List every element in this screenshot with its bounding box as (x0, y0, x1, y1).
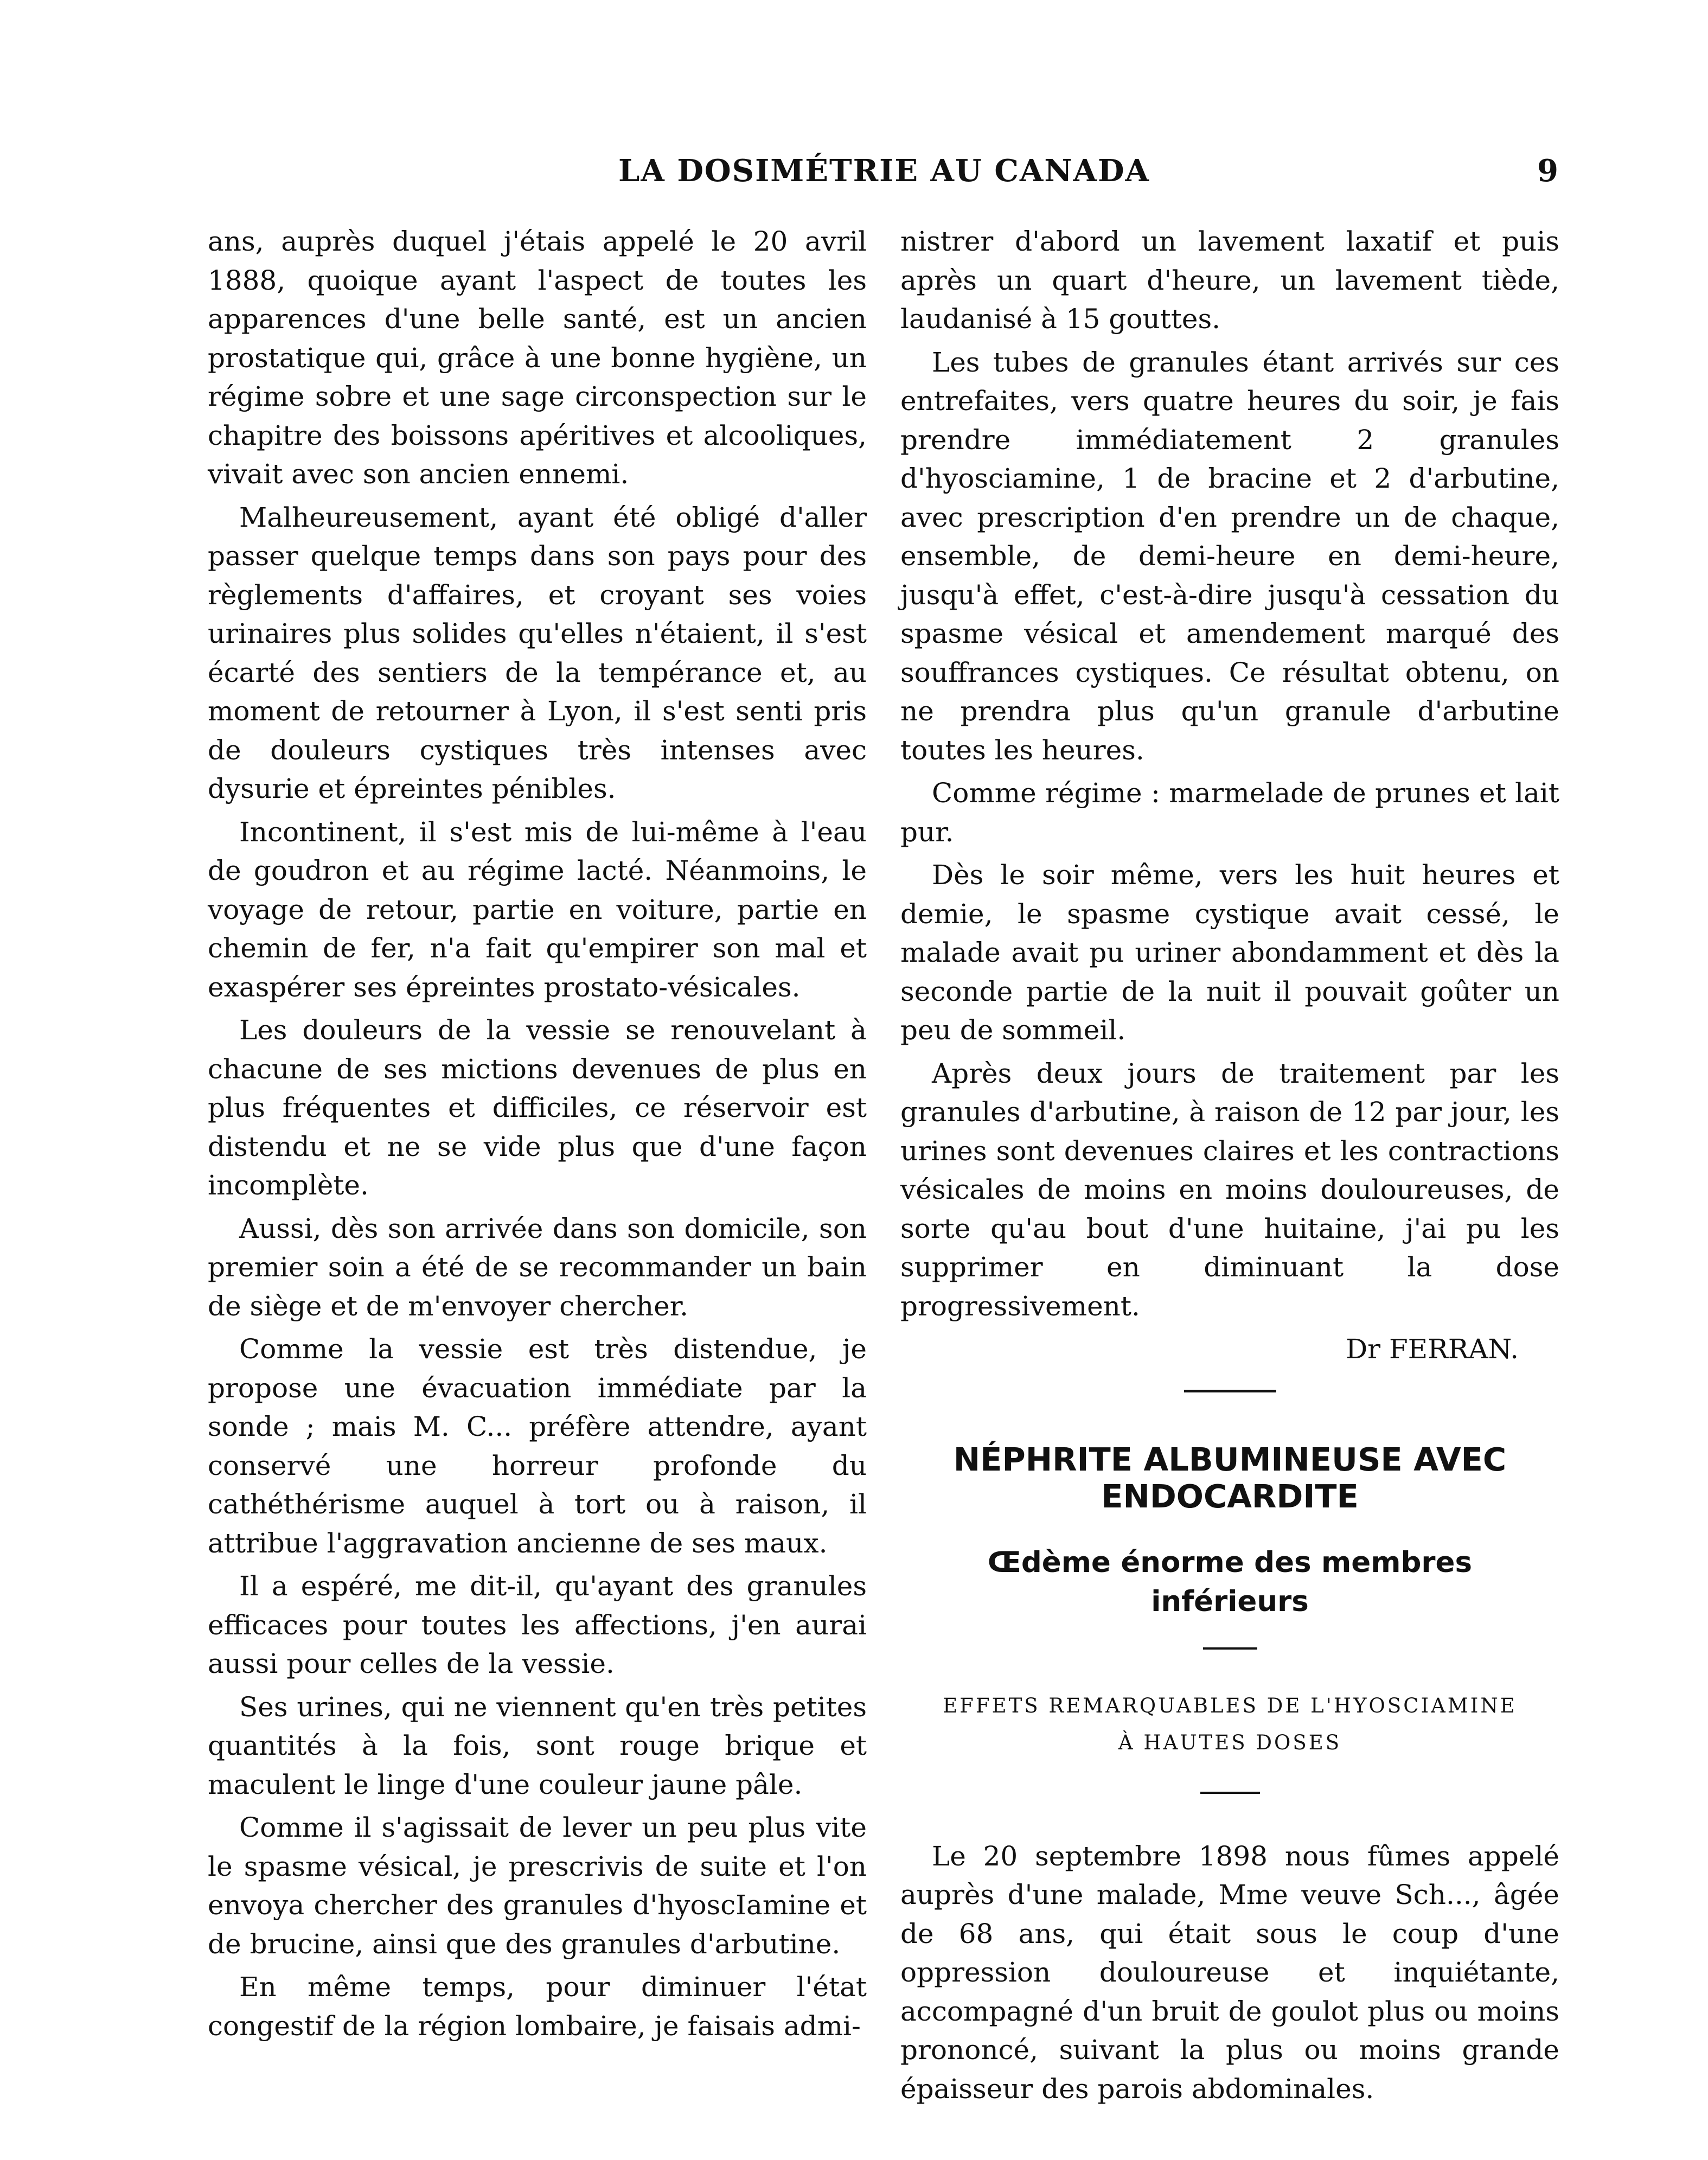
section-heading-line-1: EFFETS REMARQUABLES DE L'HYOSCIAMINE (943, 1694, 1517, 1717)
paragraph: Aussi, dès son arrivée dans son domicile, son premier soin a été de se recommander un bain de siège et de m'envoyer chercher. (208, 1212, 867, 1322)
short-divider (1203, 1647, 1257, 1650)
paragraph: Les douleurs de la vessie se renouvelant à chacune de ses mictions devenues de plus en plus fréquentes et difficiles, ce réservoir est distendu et ne se vide plus que d'une façon incomplète. (208, 1014, 867, 1201)
paragraph: Les tubes de granules étant arrivés sur ces entrefaites, vers quatre heures du soir, je fais prendre immédiatement 2 granules d'hyosciamine, 1 de bracine et 2 d'arbutine, avec prescription d'en prendre un de chaque, ensemble, de demi-heure en demi-heure, jusqu'à effet, c'est-à-dire jusqu'à cessation du spasme vésical et amendement marqué des souffrances cystiques. Ce résultat obtenu, on ne prendra plus qu'un granule d'arbutine toutes les heures. (900, 346, 1559, 766)
section-divider (1184, 1390, 1276, 1392)
running-title: LA DOSIMÉTRIE AU CANADA (618, 153, 1150, 189)
article-title (900, 1441, 1559, 1515)
section-heading-line-2: À HAUTES DOSES (1118, 1730, 1342, 1754)
paragraph: Comme il s'agissait de lever un peu plus vite le spasme vésical, je prescrivis de suite et l'on envoya chercher des granules d'hyoscIamine et de brucine, ainsi que des granules d'arbutine. (208, 1812, 867, 1960)
right-column (900, 222, 1559, 2113)
article-subtitle-line-2: inférieurs (1151, 1584, 1309, 1618)
paragraph: Comme la vessie est très distendue, je propose une évacuation immédiate par la sonde ; mais M. C... préfère attendre, ayant conservé une horreur profonde du cathéthérisme auquel à tort ou à raison, il attribue l'aggravation ancienne de ses maux. (208, 1333, 867, 1559)
short-divider (1200, 1792, 1260, 1794)
page-number: 9 (1537, 153, 1558, 189)
article-title-line-2: ENDOCARDITE (1101, 1477, 1359, 1515)
article-subtitle-line-1: Œdème énorme des membres (987, 1545, 1473, 1579)
paragraph: Comme régime : marmelade de prunes et lait pur. (900, 777, 1559, 848)
paragraph: Le 20 septembre 1898 nous fûmes appelé auprès d'une malade, Mme veuve Sch..., âgée de 68 ans, qui était sous le coup d'une oppression douloureuse et inquiétante, accompagné d'un bruit de goulot plus ou moins prononcé, suivant la plus ou moins grande épaisseur des parois abdominales. (900, 1840, 1559, 2105)
paragraph: Dès le soir même, vers les huit heures et demie, le spasme cystique avait cessé, le malade avait pu uriner abondamment et dès la seconde partie de la nuit il pouvait goûter un peu de sommeil. (900, 859, 1559, 1046)
left-column (208, 222, 867, 2050)
article-subtitle (900, 1543, 1559, 1621)
author-signature: Dr FERRAN. (1346, 1333, 1519, 1365)
paragraph: Incontinent, il s'est mis de lui-même à l'eau de goudron et au régime lacté. Néanmoins, le voyage de retour, partie en voiture, partie en chemin de fer, n'a fait qu'empirer son mal et exaspérer ses épreintes prostato-vésicales. (208, 816, 867, 1003)
paragraph: Après deux jours de traitement par les granules d'arbutine, à raison de 12 par jour, les urines sont devenues claires et les contractions vésicales de moins en moins douloureuses, de sorte qu'au bout d'une huitaine, j'ai pu les supprimer en diminuant la dose progressivement. (900, 1057, 1559, 1322)
article-title-line-1: NÉPHRITE ALBUMINEUSE AVEC (953, 1440, 1507, 1478)
paragraph: En même temps, pour diminuer l'état congestif de la région lombaire, je faisais admi- (208, 1971, 867, 2042)
paragraph: ans, auprès duquel j'étais appelé le 20 avril 1888, quoique ayant l'aspect de toutes les apparences d'une belle santé, est un ancien prostatique qui, grâce à une bonne hygiène, un régime sobre et une sage circonspection sur le chapitre des boissons apéritives et alcooliques, vivait avec son ancien ennemi. (208, 226, 867, 490)
paragraph: Ses urines, qui ne viennent qu'en très petites quantités à la fois, sont rouge brique et maculent le linge d'une couleur jaune pâle. (208, 1691, 867, 1800)
paragraph: nistrer d'abord un lavement laxatif et puis après un quart d'heure, un lavement tiède, laudanisé à 15 gouttes. (900, 226, 1559, 335)
section-heading (900, 1688, 1559, 1761)
paragraph: Malheureusement, ayant été obligé d'aller passer quelque temps dans son pays pour des règlements d'affaires, et croyant ses voies urinaires plus solides qu'elles n'étaient, il s'est écarté des sentiers de la tempérance et, au moment de retourner à Lyon, il s'est senti pris de douleurs cystiques très intenses avec dysurie et épreintes pénibles. (208, 501, 867, 804)
paragraph: Il a espéré, me dit-il, qu'ayant des granules efficaces pour toutes les affections, j'en aurai aussi pour celles de la vessie. (208, 1570, 867, 1679)
